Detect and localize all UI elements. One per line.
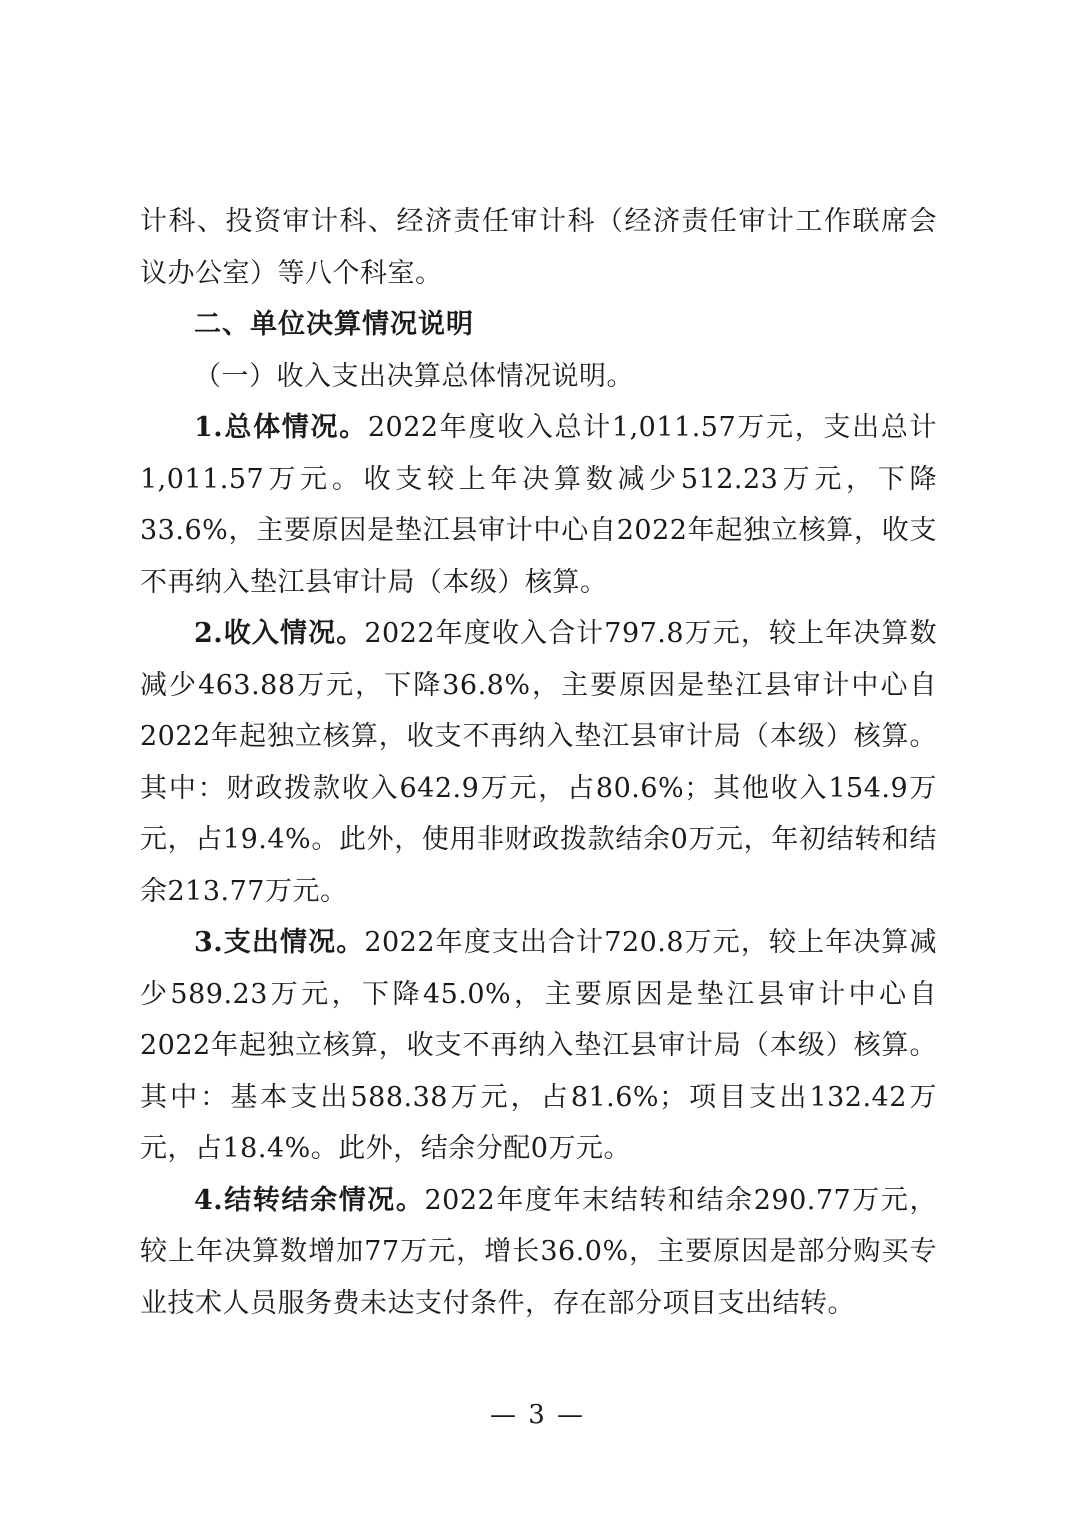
paragraph-balance [140, 1175, 937, 1330]
paragraph-text: 2022年度年末结转和结余290.77万元，较上年决算数增加77万元，增长36.0%，主要原因是部分购买专业技术人员服务费未达支付条件，存在部分项目支出结转。 [140, 1184, 938, 1319]
continuation-paragraph: 计科、投资审计科、经济责任审计科（经济责任审计工作联席会议办公室）等八个科室。 [140, 206, 937, 289]
paragraph-label: 2.收入情况。 [194, 618, 365, 649]
paragraph-label: 1.总体情况。 [194, 412, 368, 443]
section-heading: 二、单位决算情况说明 [194, 309, 474, 340]
paragraph-text: 2022年度支出合计720.8万元，较上年决算减少589.23万元，下降45.0%，主要原因是垫江县审计中心自2022年起独立核算，收支不再纳入垫江县审计局（本级）核算。其中：基本支出588.38万元，占81.6%；项目支出132.42万元，占18.4%。此外，结余分配0万元。 [140, 927, 938, 1164]
paragraph-label: 3.支出情况。 [194, 927, 365, 958]
document-body [140, 196, 937, 1329]
page-number: — 3 — [489, 1400, 586, 1430]
subsection-heading: （一）收入支出决算总体情况说明。 [194, 360, 634, 392]
paragraph-text: 2022年度收入总计1,011.57万元，支出总计1,011.57万元。收支较上年决算数减少512.23万元，下降33.6%，主要原因是垫江县审计中心自2022年起独立核算，收支不再纳入垫江县审计局（本级）核算。 [140, 412, 938, 598]
paragraph-overall [140, 402, 937, 608]
paragraph-text: 2022年度收入合计797.8万元，较上年决算数减少463.88万元，下降36.8%，主要原因是垫江县审计中心自2022年起独立核算，收支不再纳入垫江县审计局（本级）核算。其中：财政拨款收入642.9万元，占80.6%；其他收入154.9万元，占19.4%。此外，使用非财政拨款结余0万元，年初结转和结余213.77万元。 [140, 618, 938, 907]
paragraph-income [140, 608, 937, 917]
paragraph-label: 4.结转结余情况。 [194, 1184, 425, 1216]
paragraph-expenditure [140, 917, 937, 1175]
